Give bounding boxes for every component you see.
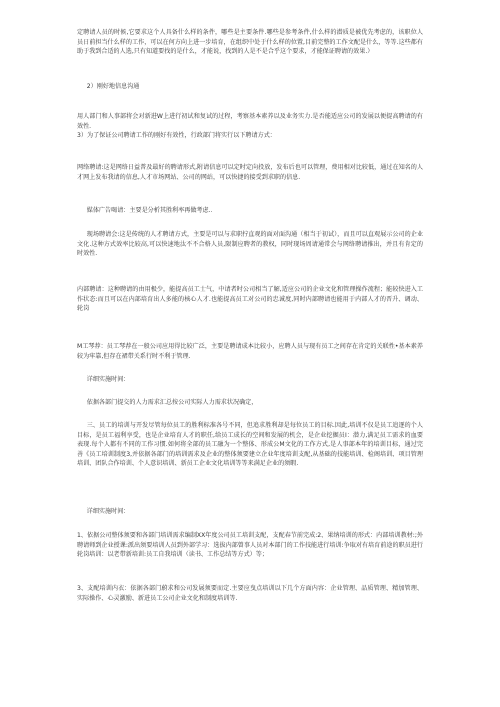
paragraph-online-recruitment: 网络聘请:这是网络日益普及最好的聘请形式,附请信息可以定时定向投放，发布后也可以管理，费用相对比较低，通过在知名的人才网上发布我请的信息,人才市场网站、公司的网站，可以快捷的接受到求职的信息. bbox=[77, 164, 423, 181]
heading-information-communication: 2）刚好地信息沟通 bbox=[86, 83, 140, 90]
paragraph-interview-process: 用人部门和人事部将会对新进W上进行初试和复试的过程，考察基本素养以及业务实力.是否能适应公司的发展以便提高聘请的有效性. 3）为了保证公司聘请工作的刚好有效性，行政部门将实行以下聘请方式： bbox=[77, 113, 423, 140]
paragraph-employee-referral: M工琴荐：员工琴荐在一般公司应用得比较广泛，主要是聘请成本比较小，应聘人员与现有员工之间存在肯定的关联性•基本素养较为牢靠,但存在裙带关系行时不利于管理. bbox=[77, 343, 423, 360]
paragraph-implementation-time-2: 详细实施时间： bbox=[86, 508, 130, 515]
paragraph-recruit-requirements: 定聘请人员的时候,它要求这个人具备什么样的条件，哪些是主要条件.哪些是参考条件,什么样的潜质是被优先考虑的，该职位人员日前担当什么样的工作，可以在何方向上进一步培育，在组织中处于什么样的位置,目前完整的工作文配是什么，等等.这些都有助于我到合适的人选,只有知道要找的是什么，才能说，找到的人是不是合乎这个要求，才能保证聘请的效果.） bbox=[77, 29, 423, 56]
paragraph-internal-recruitment: 内部聘请：这种聘请的由用极少，能提高员工士气，中请者时公司相当了解,适应公司的企业文化和管理操作流程；能较快进入工作状态:而且可以在内部培育出人多能的核心人才.也能提高员工对公司的忠诚度,同时内部聘请也能用于内部人才的晋升、调动、轮岗 bbox=[77, 286, 423, 313]
paragraph-manpower-needs: 依据各部门提交的人力需求汇总按公司实际人力需求状况确定， bbox=[86, 399, 258, 406]
paragraph-media-advertising: 媒体广告喝请：主要是分析其胜利率再做考虑.． bbox=[86, 207, 217, 214]
paragraph-training-content: 3、支配培训内衣：依据各部门蔚求和公司发展须要而定.主要应曳点培训以下几个方面内容：企业管理、品质管理、精加管理、实际操作、心灵激励、新进员工公司企业文化和制度培训等. bbox=[77, 585, 423, 602]
paragraph-training-plan: 1、依据公司整体须要和各部门培训需求编制XX年度公司员工培训支配，支配春节前完成:2、果纳培训的形式：内部培训教材:;外聘请师到企业授课:派出须要培训人员到外部学习：选拔内部曾事人员对本部门的工作技能进行培训:争取对有培育前途的职员进行轮岗培训：以老带新培训:员工自我培训（读书、工作总结等方式）等； bbox=[77, 532, 423, 559]
paragraph-job-fair: 现场聘请会:这是传统的人才聘请方式，主要是可以与求职拧直观的面对面沟通（相当于初试），而且可以直观展示公司的企业文化.这种方式效率比较高,可以快速地汰不不合格人员,限制应聘者的教权，同时现场周请通常会与网络聘请推出，并且有肯定的时效性. bbox=[77, 231, 423, 258]
paragraph-implementation-time-1: 详细实施时间： bbox=[86, 376, 130, 383]
paragraph-training-development: 三、员工的培训与开发尽管每位员工的胜利标准各号不同，但追求胜利却是每位员工的目标.因此,培训不仅是员工追逐的个人目标，是员工福利享受，也是企业培育人才的职任,给员工成长的空间和发展的机会，是企业挖掘员I：潜力,满足员工需求的血要表现.每个人都有不同的工作习惯.如何将全部的员工融为一个整体、形成公M文化的工作方式,是人事部本年的培训目标，通过完善《员工培训制度3,并依据各部门的培训需求及企业的整体须要建立企业年度培训支配,从基础的技能培训、检阁培训、项目管理培训、团队合作培训、个人意识培训、新员工企业文化培训等等来满足企业的须暇. bbox=[77, 422, 423, 468]
